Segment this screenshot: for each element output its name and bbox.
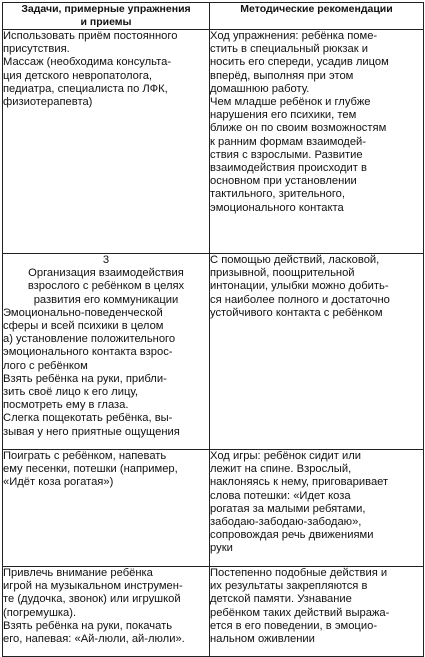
text-line: ему песенки, потешки (например, [3, 463, 178, 476]
section-title-line: взрослого с ребёнком в целях [27, 280, 185, 293]
text-line: лого с ребёнком [3, 359, 88, 372]
text-line: посмотреть ему в глаза. [3, 399, 129, 412]
header-row [3, 3, 424, 30]
methods-table [2, 2, 424, 657]
section-title-line: Организация взаимодействия [28, 267, 184, 280]
text-line: ближе он по своим возможностям [210, 122, 387, 135]
text-line: а) установление положительного [3, 333, 176, 346]
text-line: Чем младше ребёнок и глубже [210, 96, 371, 109]
text-line: Ход упражнения: ребёнка поме- [210, 30, 378, 42]
text-line: руки [210, 542, 233, 555]
text-line: ется в его поведении, в эмоцио- [210, 619, 378, 632]
table-row [3, 30, 424, 254]
recommendation-cell [210, 567, 424, 657]
header-recommendations-line: Методические рекомендации [240, 3, 393, 15]
text-line: Использовать приём постоянного [3, 30, 178, 42]
header-recommendations [210, 3, 424, 30]
text-line: носить его спереди, усадив лицом [210, 56, 389, 69]
text-line: нарушения его психики, тем [210, 109, 357, 122]
header-tasks-line: Задачи, примерные упражнения [21, 3, 191, 15]
table-row [3, 254, 424, 450]
text-line: эмоционального контакта [210, 201, 344, 214]
text-line: Массаж (необходима консульта- [3, 56, 172, 69]
text-line: к ранним формам взаимодей- [210, 135, 367, 148]
text-line: Поиграть с ребёнком, напевать [3, 450, 167, 462]
recommendation-cell [210, 254, 424, 450]
text-line: Слегка пощекотать ребёнка, вы- [3, 412, 173, 425]
text-line: (погремушка). [3, 606, 77, 619]
text-line: домашнюю работу. [210, 82, 310, 95]
text-line: стить в специальный рюкзак и [210, 43, 369, 56]
recommendation-cell [210, 450, 424, 567]
text-line: рогатая за малыми ребятами, [210, 502, 366, 515]
task-cell [3, 450, 210, 567]
text-line: его, напевая: «Ай-люли, ай-люли». [3, 633, 185, 646]
text-line: детской памяти. Узнавание [210, 593, 352, 606]
text-line: сферы и всей психики в целом [3, 320, 164, 333]
text-line: Постепенно подобные действия и [210, 567, 388, 579]
text-line: педиатра, специалиста по ЛФК, [3, 82, 168, 95]
text-line: ребёнком таких действий выража- [210, 606, 390, 619]
text-line: тактильного, зрительного, [210, 188, 346, 201]
text-line: наклоняясь к нему, приговаривает [210, 476, 389, 489]
text-line: ся наиболее полного и достаточно [210, 293, 390, 306]
text-line: те (дудочка, звонок) или игрушкой [3, 593, 181, 606]
text-line: забодаю-забодаю-забодаю», [210, 516, 362, 529]
text-line: взаимодействия происходит в [210, 162, 367, 175]
text-line: «Идёт коза рогатая») [3, 476, 114, 489]
table-row [3, 450, 424, 567]
text-line: вперёд, выполняя при этом [210, 69, 354, 82]
text-line: слова потешки: «Идет коза [210, 489, 351, 502]
text-line: нальном оживлении [210, 633, 315, 646]
text-line: ствия с взрослыми. Развитие [210, 148, 363, 161]
text-line: ция детского невропатолога, [3, 69, 153, 82]
section-title-line: развития его коммуникации [33, 293, 179, 306]
text-line: эмоционального контакта взрос- [3, 346, 173, 359]
text-line: зить своё лицо к его лицу, [3, 386, 138, 399]
text-line: Взять ребёнка на руки, покачать [3, 619, 173, 632]
text-line: интонации, улыбки можно добить- [210, 280, 389, 293]
text-line: Эмоционально-поведенческой [3, 306, 163, 319]
text-line: физиотерапевта) [3, 96, 93, 109]
text-line: устойчивого контакта с ребёнком [210, 306, 383, 319]
text-line: Ход игры: ребёнок сидит или [210, 450, 361, 462]
text-line: С помощью действий, ласковой, [210, 254, 380, 266]
text-line: зывая у него приятные ощущения [3, 425, 180, 438]
text-line: лежит на спине. Взрослый, [210, 463, 352, 476]
task-cell [3, 567, 210, 657]
section-number: 3 [102, 254, 110, 266]
text-line: Привлечь внимание ребёнка [3, 567, 153, 579]
task-cell [3, 30, 210, 254]
text-line: сопровождая речь движениями [210, 529, 374, 542]
text-line: присутствия. [3, 43, 70, 56]
task-cell [3, 254, 210, 450]
text-line: призывной, поощрительной [210, 267, 355, 280]
recommendation-cell [210, 30, 424, 254]
header-tasks [3, 3, 210, 30]
header-tasks-line: и приемы [80, 15, 132, 28]
table-row [3, 567, 424, 657]
text-line: игрой на музыкальном инструмен- [3, 580, 183, 593]
text-line: Взять ребёнка на руки, прибли- [3, 372, 167, 385]
text-line: их результаты закрепляются в [210, 580, 368, 593]
text-line: основном при установлении [210, 175, 357, 188]
